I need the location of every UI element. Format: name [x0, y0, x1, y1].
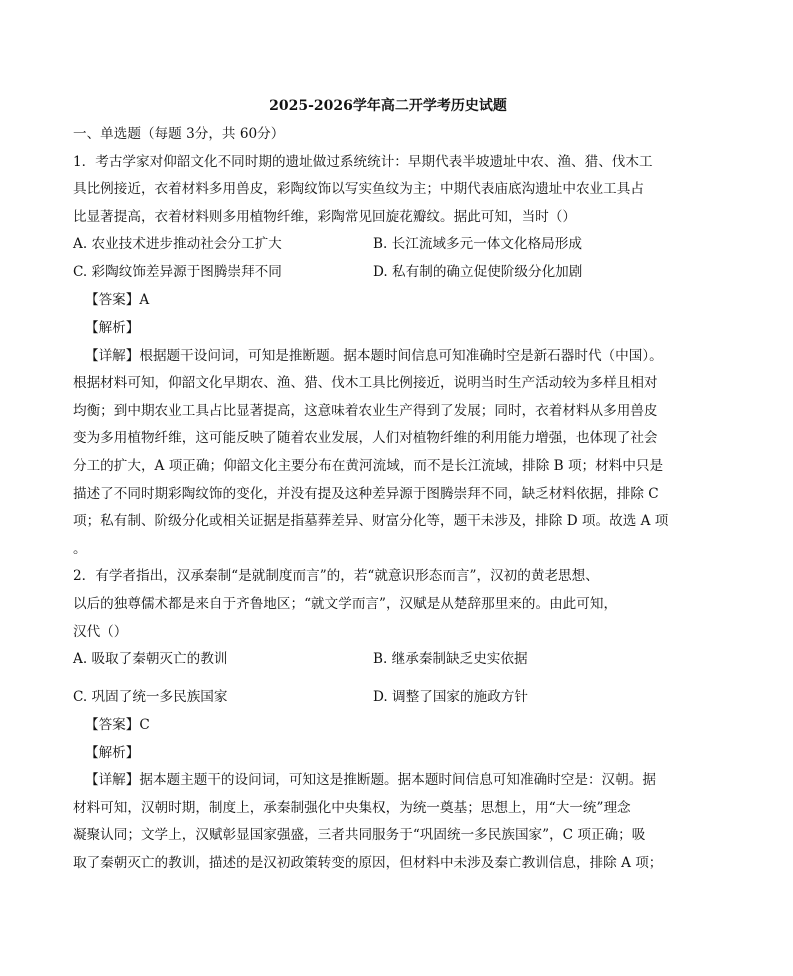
detail-text: 变为多用植物纤维，这可能反映了随着农业发展，人们对植物纤维的利用能力增强，也体现了社会 [73, 430, 658, 447]
page-title: 2025-2026学年高二开学考历史试题 [269, 98, 507, 114]
option-b: B. 继承秦制缺乏史实依据 [373, 651, 528, 668]
detail-text: 根据材料可知，仰韶文化早期农、渔、猎、伐木工具比例接近，说明当时生产活动较为多样且相对 [73, 375, 658, 392]
detail-text: 【详解】根据题干设问词，可知是推断题。据本题时间信息可知准确时空是新石器时代（中国）。 [85, 347, 663, 364]
answer-label: 【答案】A [85, 292, 150, 309]
question-text: 2．有学者指出，汉承秦制“是就制度而言”的，若“就意识形态而言”，汉初的黄老思想、 [73, 568, 599, 585]
detail-text: 凝聚认同；文学上，汉赋彰显国家强盛，三者共同服务于“巩固统一多民族国家”，C 项正确；吸 [73, 827, 646, 844]
option-d: D. 私有制的确立促使阶级分化加剧 [373, 264, 583, 281]
option-row [73, 230, 673, 258]
detail-text: 【详解】据本题主题干的设问词，可知这是推断题。据本题时间信息可知准确时空是：汉朝。据 [85, 772, 656, 789]
option-a: A. 农业技术进步推动社会分工扩大 [73, 236, 282, 253]
option-row [73, 645, 673, 673]
detail-text: 。 [73, 540, 87, 557]
analysis-label: 【解析】 [85, 319, 140, 336]
question-text: 汉代（） [73, 623, 128, 640]
option-a: A. 吸取了秦朝灭亡的教训 [73, 651, 228, 668]
answer-label: 【答案】C [85, 717, 150, 734]
detail-text: 项；私有制、阶级分化或相关证据是指墓葬差异、财富分化等，题干未涉及，排除 D 项。故选 A 项 [73, 513, 669, 530]
question-1 [73, 148, 673, 563]
option-b: B. 长江流域多元一体文化格局形成 [373, 236, 582, 253]
question-2 [73, 562, 673, 876]
section-heading: 一、单选题（每题 3分，共 60分） [73, 126, 285, 142]
spacer [73, 673, 673, 683]
question-text: 1．考古学家对仰韶文化不同时期的遗址做过系统统计：早期代表半坡遗址中农、渔、猎、伐木工 [73, 153, 653, 170]
option-row [73, 683, 673, 711]
option-row [73, 258, 673, 286]
detail-text: 分工的扩大，A 项正确；仰韶文化主要分布在黄河流域，而不是长江流域，排除 B 项；材料中只是 [73, 457, 664, 474]
question-text: 以后的独尊儒术都是来自于齐鲁地区；“就文学而言”，汉赋是从楚辞那里来的。由此可知， [73, 595, 618, 612]
option-c: C. 巩固了统一多民族国家 [73, 689, 228, 706]
option-d: D. 调整了国家的施政方针 [373, 689, 528, 706]
detail-text: 取了秦朝灭亡的教训，描述的是汉初政策转变的原因，但材料中未涉及秦亡教训信息，排除 A 项； [73, 855, 663, 872]
detail-text: 描述了不同时期彩陶纹饰的变化，并没有提及这种差异源于图腾崇拜不同，缺乏材料依据，排除 C [73, 485, 659, 502]
option-c: C. 彩陶纹饰差异源于图腾崇拜不同 [73, 264, 282, 281]
exam-content [73, 92, 673, 877]
detail-text: 均衡；到中期农业工具占比显著提高，这意味着农业生产得到了发展；同时，衣着材料从多用兽皮 [73, 402, 658, 419]
analysis-label: 【解析】 [85, 744, 140, 761]
question-text: 具比例接近，衣着材料多用兽皮，彩陶纹饰以写实鱼纹为主；中期代表庙底沟遗址中农业工具占 [73, 181, 644, 198]
question-text: 比显著提高，衣着材料则多用植物纤维，彩陶常见回旋花瓣纹。据此可知，当时（） [73, 208, 576, 225]
detail-text: 材料可知，汉朝时期，制度上，承秦制强化中央集权，为统一奠基；思想上，用“大一统”理念 [73, 799, 631, 816]
